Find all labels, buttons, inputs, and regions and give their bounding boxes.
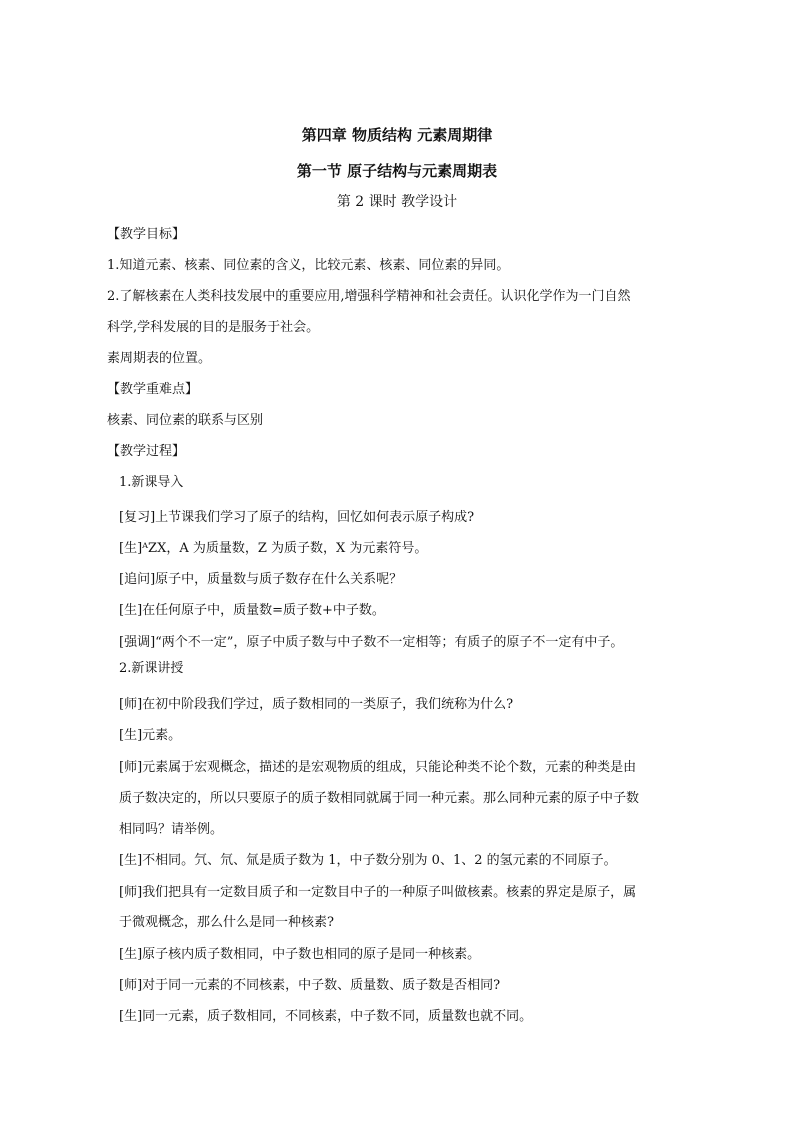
goal-item-1: 1.知道元素、核素、同位素的含义，比较元素、核素、同位素的异同。: [107, 258, 510, 273]
process-line-teacher-3b: 于微观概念，那么什么是同一种核素?: [119, 915, 334, 930]
process-line-student-2: [生]不相同。氕、氘、氚是质子数为 1，中子数分别为 0、1、2 的氢元素的不同原子。: [119, 853, 617, 868]
process-line-student-4: [生]同一元素，质子数相同，不同核素，中子数不同，质量数也就不同。: [119, 1009, 533, 1024]
process-line-follow-up: [追问]原子中，质量数与质子数存在什么关系呢？: [119, 572, 403, 587]
process-line-teacher-1: [师]在初中阶段我们学过，质子数相同的一类原子，我们统称为什么?: [119, 697, 514, 712]
goal-item-2-line-1: 2.了解核素在人类科技发展中的重要应用,增强科学精神和社会责任。认识化学作为一门自然: [107, 289, 631, 304]
goals-label: 【教学目标】: [107, 227, 186, 242]
goal-item-2-line-2: 科学,学科发展的目的是服务于社会。: [107, 320, 320, 335]
process-line-teacher-4: [师]对于同一元素的不同核素，中子数、质量数、质子数是否相同?: [119, 978, 501, 993]
process-line-teacher-2c: 相同吗？请举例。: [119, 822, 224, 837]
process-line-emphasis: [强调]“两个不一定”，原子中质子数与中子数不一定相等；有质子的原子不一定有中子。: [119, 635, 624, 650]
key-points-text: 核素、同位素的联系与区别: [107, 413, 264, 428]
lesson-title: 第 2 课时 教学设计: [336, 194, 458, 210]
process-line-teacher-2b: 质子数决定的，所以只要原子的质子数相同就属于同一种元素。那么同种元素的原子中子数: [119, 791, 640, 806]
step-2-title: 2.新课讲授: [119, 661, 184, 676]
goal-item-3: 素周期表的位置。: [107, 351, 212, 366]
process-line-teacher-2a: [师]元素属于宏观概念，描述的是宏观物质的组成，只能论种类不论个数，元素的种类是由: [119, 760, 637, 775]
process-label: 【教学过程】: [107, 444, 186, 459]
process-line-student-3: [生]原子核内质子数相同，中子数也相同的原子是同一种核素。: [119, 947, 481, 962]
step-1-title: 1.新课导入: [119, 475, 184, 490]
process-line-student-mass: [生]在任何原子中，质量数=质子数+中子数。: [119, 603, 385, 618]
section-title: 第一节 原子结构与元素周期表: [296, 162, 498, 180]
chapter-title: 第四章 物质结构 元素周期律: [301, 126, 493, 144]
process-line-review: [复习]上节课我们学习了原子的结构，回忆如何表示原子构成?: [119, 510, 475, 525]
process-line-student-notation: [生]ᴬZX，A 为质量数，Z 为质子数，X 为元素符号。: [119, 541, 428, 556]
key-points-label: 【教学重难点】: [107, 382, 199, 397]
process-line-student-1: [生]元素。: [119, 728, 182, 743]
process-line-teacher-3a: [师]我们把具有一定数目质子和一定数目中子的一种原子叫做核素。核素的界定是原子，属: [119, 885, 637, 900]
